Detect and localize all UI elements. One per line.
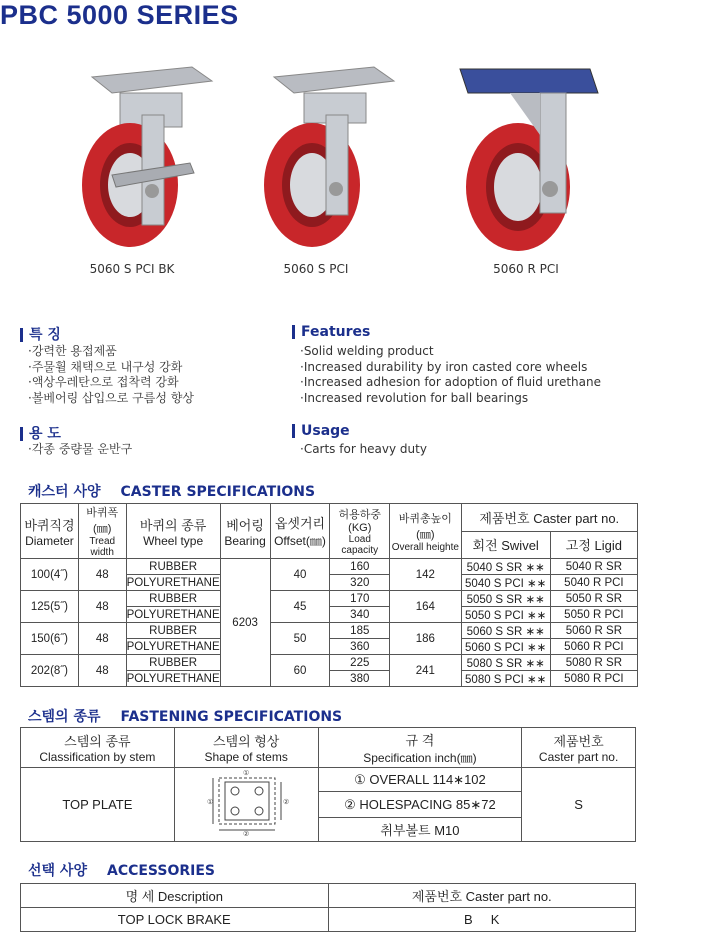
diagram-label: ② xyxy=(243,831,250,836)
list-item: ·볼베어링 삽입으로 구름성 향상 xyxy=(28,390,194,405)
list-item: ·각종 중량물 운반구 xyxy=(28,442,133,456)
features-en-heading: Features xyxy=(292,324,370,340)
table-row: POLYURETHANE 320 5040 S PCI ∗∗ 5040 R PCI xyxy=(21,575,638,591)
bearing-header: 베어링 Bearing xyxy=(220,504,270,559)
caster-with-brake-image xyxy=(72,55,252,255)
list-item: ·Carts for heavy duty xyxy=(300,442,427,456)
bearing-cell: 6203 xyxy=(220,559,270,687)
height-header: 바퀴총높이(㎜) Overall heighte xyxy=(390,504,461,559)
part-no-header: 제품번호 Caster part no. xyxy=(328,884,635,908)
diagram-label: ① xyxy=(243,770,250,777)
diagram-label: ① xyxy=(207,799,214,806)
part-header: 제품번호 Caster part no. xyxy=(461,504,637,532)
list-item: ·액상우레탄으로 접착력 강화 xyxy=(28,375,179,389)
page-title: PBC 5000 SERIES xyxy=(0,0,239,30)
table-row: POLYURETHANE 380 5080 S PCI ∗∗ 5080 R PCI xyxy=(21,671,638,687)
list-item: ·Increased adhesion for adoption of fluid urethane xyxy=(300,375,602,389)
usage-kr-list xyxy=(28,442,132,458)
usage-en-heading: Usage xyxy=(292,423,350,439)
table-row: TOP LOCK BRAKE B K xyxy=(21,908,636,932)
ligid-header: 고정 Ligid xyxy=(550,531,637,559)
fastening-spec-table xyxy=(20,727,636,842)
caster-spec-heading: 캐스터 사양 CASTER SPECIFICATIONS xyxy=(28,484,316,500)
part-no-cell: S xyxy=(522,768,636,842)
top-plate-icon xyxy=(191,770,301,836)
list-item: ·Increased durability by iron casted core wheels xyxy=(300,359,588,374)
accessories-heading: 선택 사양 ACCESSORIES xyxy=(28,863,216,879)
table-row: TOP PLATE ① ② ① ② ① OVERALL 114∗102 S xyxy=(21,768,636,792)
shape-header: 스템의 형상 Shape of stems xyxy=(174,728,318,768)
diameter-header: 바퀴직경 Diameter xyxy=(21,504,79,559)
table-row: 202(8˝) 48 RUBBER 60 225 241 5080 S SR ∗∗ 5080 R SR xyxy=(21,655,638,671)
features-en-list xyxy=(300,344,601,406)
swivel-header: 회전 Swivel xyxy=(461,531,550,559)
table-row: POLYURETHANE 340 5050 S PCI ∗∗ 5050 R PCI xyxy=(21,607,638,623)
table-row: 125(5˝) 48 RUBBER 45 170 164 5050 S SR ∗∗ 5050 R SR xyxy=(21,591,638,607)
type-header: 바퀴의 종류 Wheel type xyxy=(126,504,220,559)
table-row: POLYURETHANE 360 5060 S PCI ∗∗ 5060 R PCI xyxy=(21,639,638,655)
table-row: 100(4˝) 48 RUBBER 6203 40 160 142 5040 S SR ∗∗ 5040 R SR xyxy=(21,559,638,575)
features-kr-list xyxy=(28,344,194,406)
list-item: ·주물휠 채택으로 내구성 강화 xyxy=(28,359,183,374)
table-row: 150(6˝) 48 RUBBER 50 185 186 5060 S SR ∗∗ 5060 R SR xyxy=(21,623,638,639)
part-no-header: 제품번호 Caster part no. xyxy=(522,728,636,768)
list-item: ·Increased revolution for ball bearings xyxy=(300,390,529,405)
specification-header: 규 격 Specification inch(㎜) xyxy=(318,728,522,768)
product-caption: 5060 S PCI xyxy=(283,262,349,276)
classification-header: 스템의 종류 Classification by stem xyxy=(21,728,175,768)
list-item: ·Solid welding product xyxy=(300,344,434,358)
table-row: ② HOLESPACING 85∗72 xyxy=(21,792,636,818)
list-item: ·강력한 용접제품 xyxy=(28,344,117,358)
usage-en-list xyxy=(300,442,427,458)
load-header: 허용하중(KG) Load capacity xyxy=(330,504,390,559)
features-kr-heading: 특 징 xyxy=(20,324,61,344)
swivel-caster-image xyxy=(248,55,428,255)
description-header: 명 세 Description xyxy=(21,884,329,908)
table-row: 취부볼트 M10 xyxy=(21,818,636,842)
rigid-caster-image xyxy=(448,55,628,255)
accessories-table xyxy=(20,883,636,932)
usage-kr-heading: 용 도 xyxy=(20,423,61,443)
fastening-spec-heading: 스템의 종류 FASTENING SPECIFICATIONS xyxy=(28,709,343,725)
tread-header: 바퀴폭(㎜) Tread width xyxy=(78,504,126,559)
offset-header: 옵셋거리 Offset(㎜) xyxy=(270,504,330,559)
caster-spec-table xyxy=(20,503,638,687)
product-caption: 5060 S PCI BK xyxy=(89,262,175,276)
product-caption: 5060 R PCI xyxy=(493,262,559,276)
diagram-label: ② xyxy=(283,799,290,806)
classification-cell: TOP PLATE xyxy=(21,768,175,842)
top-plate-diagram xyxy=(174,768,318,842)
